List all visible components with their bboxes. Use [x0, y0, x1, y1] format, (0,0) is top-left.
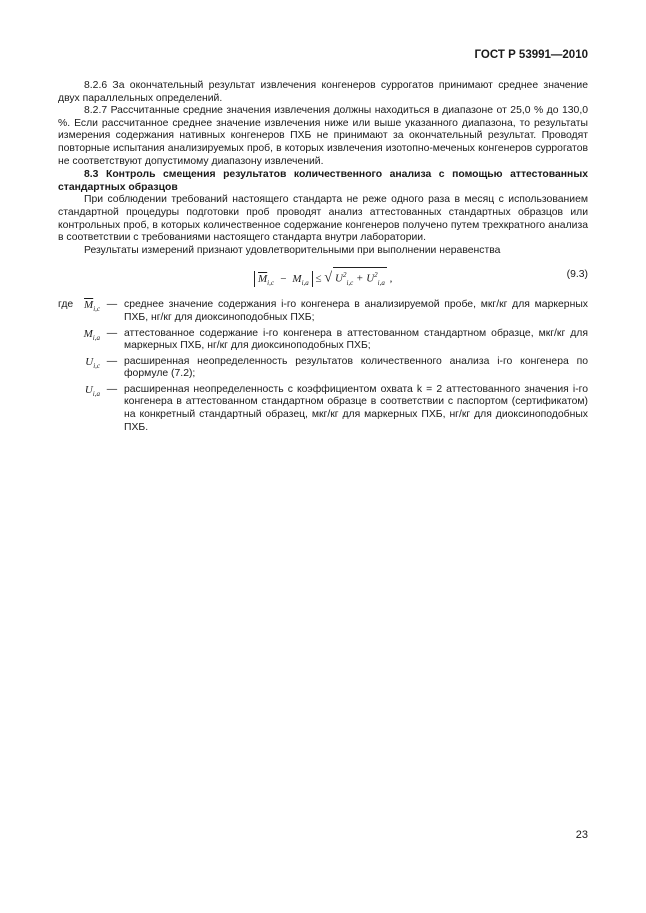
dash: — [106, 327, 118, 339]
dash: — [106, 383, 118, 395]
inequality-formula: $\overline{M}_{i,c} - M_{i,a}$ ≤ √ $U^2_{i,c} + U^2_{i,a}$ , [254, 267, 392, 289]
definition-text: аттестованное содержание i-го конгенера в аттестованном стандартном образце, мкг/кг для маркерных ПХБ, нг/кг для диоксиноподобных ПХБ; [124, 327, 588, 352]
equation-number: (9.3) [566, 269, 588, 281]
paragraph-8-3-procedure: При соблюдении требований настоящего стандарта не реже одного раза в месяц с использованием стандартной процедуры подготовки проб проводят анализ аттестованных стандартных образцов или контрольных проб, в которых количественное содержание конгенеров получено путем трехкратного анализа в соответствии с требованиями настоящего стандарта внутри лаборатории. [58, 194, 588, 244]
symbol: $\overline{M}_{i,c}$ [84, 299, 100, 314]
page-body [58, 80, 588, 437]
dash: — [106, 355, 118, 367]
dash: — [106, 299, 118, 311]
definition-text: расширенная неопределенность с коэффициентом охвата k = 2 аттестованного значения i-го конгенера в аттестованном стандартном образце в соответствии с паспортом (сертификатом) на конкретный стандартный образец, мкг/кг для маркерных ПХБ, нг/кг для диоксиноподобных ПХБ. [124, 383, 588, 433]
paragraph-8-2-6: 8.2.6 За окончательный результат извлечения конгенеров суррогатов принимают среднее значение двух параллельных определений. [58, 80, 588, 104]
definition-certified-content [58, 328, 588, 353]
paragraph-8-2-7: 8.2.7 Рассчитанные средние значения извлечения должны находиться в диапазоне от 25,0 % до 130,0 %. Если рассчитанное среднее значение извлечения ниже или выше указанного диапазона, то результаты измерения содержания нативных конгенеров ПХБ не принимают за окончательный результат. Проводят повторные испытания анализируемых проб, в которых извлечения изотопно-меченых конгенеров суррогатов не соответствуют допустимому диапазону извлечений. [58, 105, 588, 167]
definition-text: расширенная неопределенность результатов количественного анализа i-го конгенера по формуле (7.2); [124, 355, 588, 380]
page-number: 23 [575, 829, 588, 841]
section-heading-8-3: 8.3 Контроль смещения результатов количественного анализа с помощью аттестованных стандартных образцов [58, 169, 588, 193]
symbol: $U_{i,a}$ [84, 383, 100, 399]
symbol: $M_{i,a}$ [83, 327, 100, 342]
paragraph-8-3-criterion: Результаты измерений признают удовлетворительными при выполнении неравенства [84, 244, 501, 256]
definition-uncertainty-analysis [58, 356, 588, 381]
definition-mean-content [58, 299, 588, 324]
definitions-list [58, 299, 588, 434]
symbol: $U_{i,c}$ [85, 355, 100, 370]
document-header: ГОСТ Р 53991—2010 [474, 49, 588, 61]
where-label: где [58, 299, 74, 311]
definition-uncertainty-certified [58, 384, 588, 434]
formula-9-3 [58, 261, 588, 295]
definition-text: среднее значение содержания i-го конгенера в анализируемой пробе, мкг/кг для маркерных ПХБ, нг/кг для диоксиноподобных ПХБ; [124, 299, 588, 323]
